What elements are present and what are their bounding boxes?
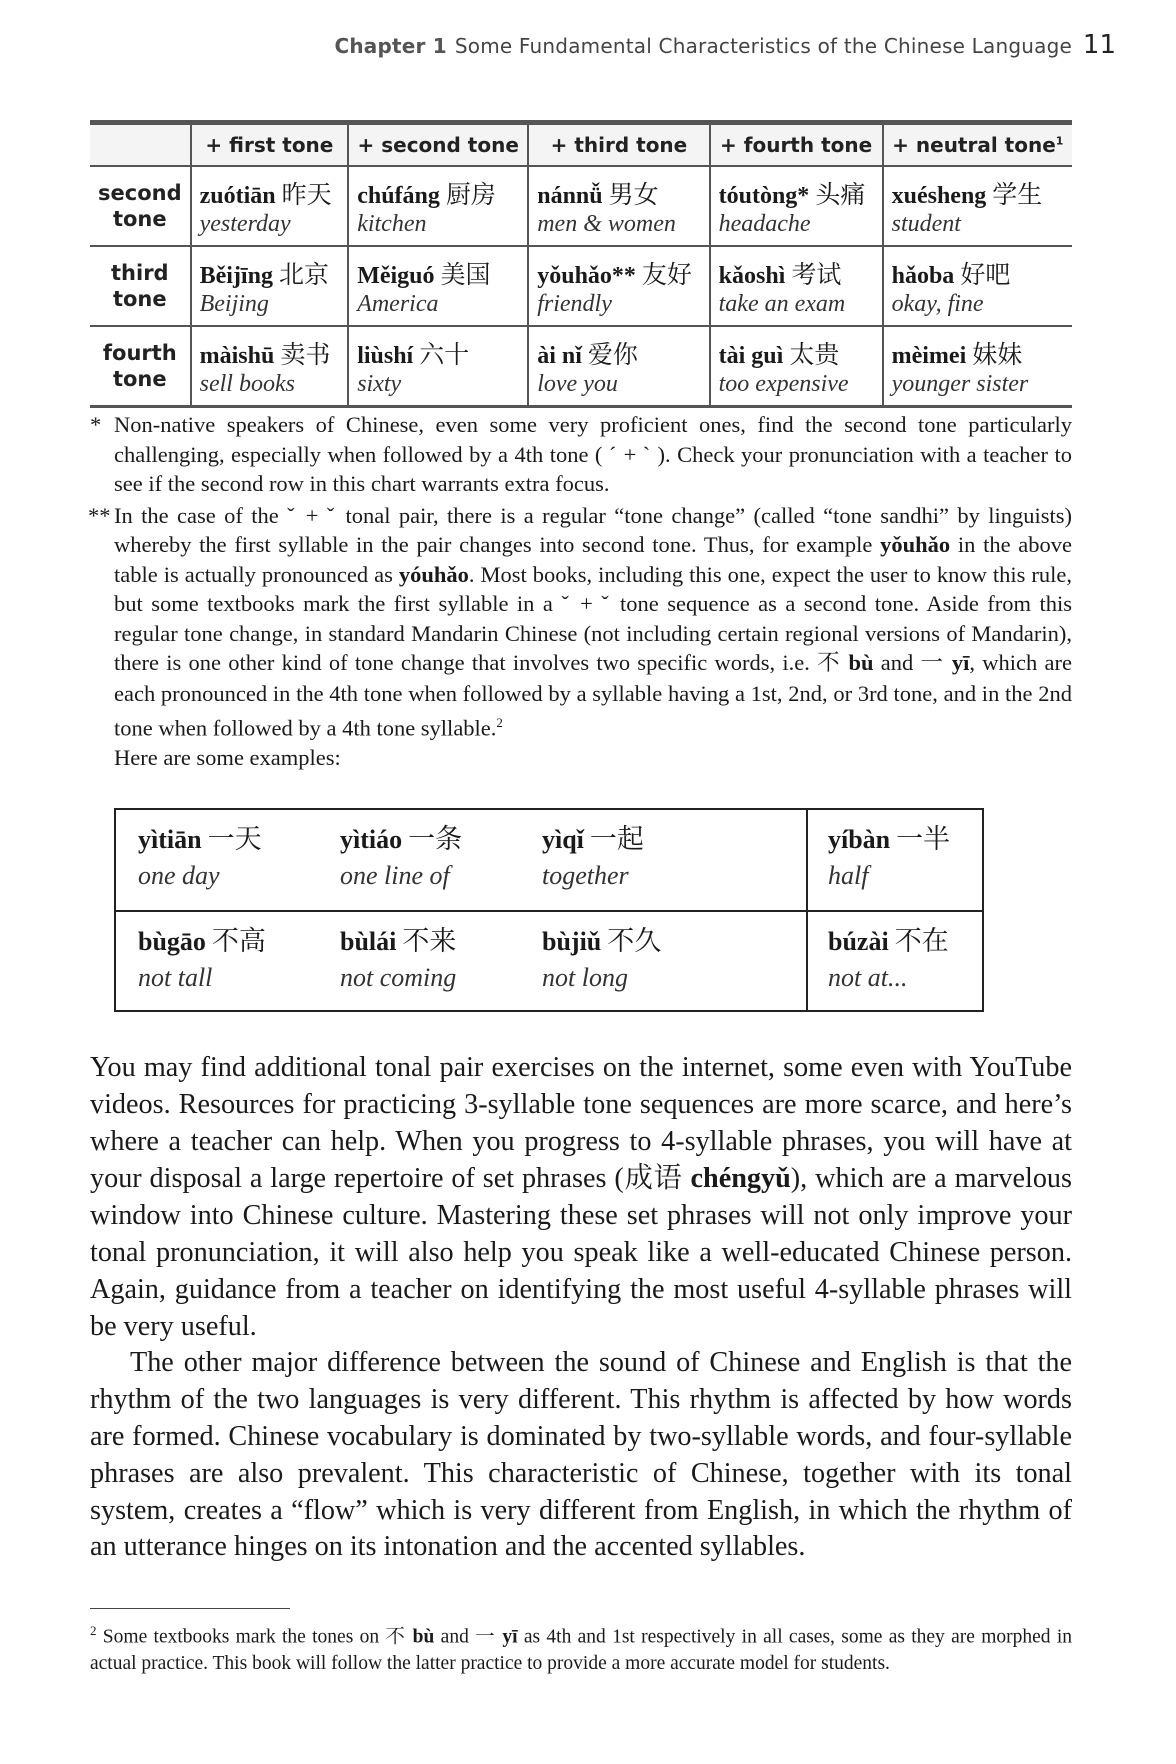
table-row <box>90 326 1072 407</box>
table-cell <box>191 326 349 407</box>
running-header <box>0 30 1176 66</box>
gloss: student <box>891 210 961 237</box>
pinyin: yī <box>502 1626 518 1648</box>
pinyin: yìtiān <box>138 825 202 854</box>
table-cell <box>528 326 709 407</box>
hanzi: 爱你 <box>587 339 638 369</box>
pinyin: bù <box>412 1626 435 1648</box>
table-cell <box>528 246 709 326</box>
row-header-third-tone <box>90 246 191 326</box>
table-cell <box>883 326 1072 407</box>
note-text: , which are each pronounced in the 4th tone when followed by a syllable having a 1st, 2nd, or 3rd tone, and in the 2nd tone when followed by a 4th tone syllable. <box>114 650 1072 741</box>
hanzi: 不 <box>385 1624 407 1648</box>
note-mark: ** <box>88 502 111 528</box>
col-header-third-tone: + third tone <box>528 123 709 167</box>
corner-cell <box>90 123 191 167</box>
row-header-line: fourth <box>102 341 177 365</box>
gloss: sixty <box>357 370 402 397</box>
chapter-title: Some Fundamental Characteristics of the Chinese Language <box>454 34 1072 58</box>
footnote-text: and <box>434 1626 476 1648</box>
paragraph <box>90 1050 1072 1345</box>
hanzi: 好吧 <box>960 259 1011 289</box>
note-pinyin: bù <box>848 650 874 675</box>
col-header-fourth-tone: + fourth tone <box>710 123 883 167</box>
table-cell <box>348 326 528 407</box>
note-text: In the case of the ˇ + ˇ tonal pair, there is a regular “tone change” (called “tone sandhi” by linguists) whereby the first syllable in the pair changes into second tone. Thus, for example <box>114 502 1072 557</box>
gloss: Beijing <box>199 290 269 317</box>
gloss: not tall <box>138 963 213 992</box>
gloss: sell books <box>199 370 295 397</box>
hanzi: 太贵 <box>789 339 840 369</box>
paragraph-text: ), which are a marvelous window into Chinese culture. Mastering these set phrases will not only improve your tonal pronunciation, it will also help you speak like a well-educated Chinese person. Again, guidance from a teacher on identifying the most useful 4-syllable phrases will be very useful. <box>90 1163 1072 1342</box>
gloss: one line of <box>340 861 450 890</box>
example-item <box>828 822 950 894</box>
table-notes <box>90 410 1072 775</box>
note-text: . Most books, including this one, expect the user to know this rule, but some textbooks mark the first syllable in a ˇ + ˇ tone sequence as a second tone. Aside from this regular tone change, in standard Mandarin Chinese (not including certain regional versions of Mandarin), there is one other kind of tone change that involves two specific words, i.e. <box>114 561 1072 675</box>
note-pinyin: yī <box>951 650 970 675</box>
chapter-label: Chapter 1 <box>334 34 447 58</box>
table-cell <box>191 246 349 326</box>
row-header-line: tone <box>112 287 167 311</box>
gloss: not at... <box>828 963 908 992</box>
footnote <box>90 1618 1072 1677</box>
hanzi: 厨房 <box>445 179 496 209</box>
note-single-asterisk <box>90 410 1072 499</box>
row-header-fourth-tone <box>90 326 191 407</box>
pinyin: Měiguó <box>357 262 435 289</box>
pinyin: chéngyǔ <box>690 1163 791 1195</box>
paragraph: The other major difference between the sound of Chinese and English is that the rhythm of the two languages is very different. This rhythm is affected by how words are formed. Chinese vocabulary is dominated by two-syllable words, and four-syllable phrases are also prevalent. This characteristic of Chinese, together with its tonal system, creates a “flow” which is very different from English, in which the rhythm of an utterance hinges on its intonation and the accented syllables. <box>90 1347 1072 1563</box>
table-row <box>90 246 1072 326</box>
table-cell <box>710 166 883 246</box>
pinyin: bùjiǔ <box>542 927 602 956</box>
gloss: together <box>542 861 629 890</box>
gloss: half <box>828 861 869 890</box>
gloss: kitchen <box>357 210 427 237</box>
table-cell <box>528 166 709 246</box>
pinyin: tóutòng* <box>718 182 810 209</box>
note-hanzi: 不 <box>817 650 842 676</box>
example-item <box>138 924 266 996</box>
hanzi: 男女 <box>608 179 659 209</box>
hanzi: 一起 <box>589 824 644 855</box>
hanzi: 昨天 <box>281 179 332 209</box>
gloss: not coming <box>340 963 457 992</box>
footnote-text: as 4th and 1st respectively in all cases, some as they are morphed in actual practice. This book will follow the latter practice to provide a more accurate model for students. <box>90 1626 1073 1674</box>
gloss: younger sister <box>891 370 1029 397</box>
row-header-second-tone <box>90 166 191 246</box>
gloss: one day <box>138 861 220 890</box>
pinyin: ài nǐ <box>537 342 582 369</box>
footnote-text: Some textbooks mark the tones on <box>96 1626 386 1648</box>
gloss: headache <box>718 210 811 237</box>
pinyin: xuésheng <box>891 182 987 209</box>
gloss: take an exam <box>718 290 846 317</box>
pinyin: bùlái <box>340 927 397 956</box>
col-header-neutral-tone <box>883 123 1072 167</box>
hanzi: 卖书 <box>280 339 331 369</box>
pinyin: yíbàn <box>828 825 891 854</box>
example-item <box>138 822 262 894</box>
table-cell <box>883 246 1072 326</box>
table-cell <box>883 166 1072 246</box>
hanzi: 头痛 <box>815 179 866 209</box>
pinyin: mèimei <box>891 342 967 369</box>
hanzi: 成语 <box>623 1161 683 1195</box>
pinyin: búzài <box>828 927 889 956</box>
pinyin: yǒuhǎo** <box>537 262 636 289</box>
hanzi: 不来 <box>402 926 457 957</box>
example-item <box>340 822 462 894</box>
note-pinyin: yǒuhǎo <box>880 532 951 557</box>
pinyin: Běijīng <box>199 262 273 289</box>
pinyin: màishū <box>199 342 275 369</box>
table-row <box>90 166 1072 246</box>
pinyin: nánnǚ <box>537 182 603 209</box>
hanzi: 美国 <box>440 259 491 289</box>
hanzi: 不高 <box>211 926 266 957</box>
hanzi: 考试 <box>791 259 842 289</box>
note-pinyin: yóuhǎo <box>398 561 469 587</box>
footnote-ref-1: 1 <box>1055 134 1064 148</box>
note-mark: * <box>90 412 102 437</box>
footnote-rule <box>90 1608 290 1609</box>
example-item <box>542 924 661 996</box>
footnote-number: 2 <box>90 1623 97 1638</box>
gloss: too expensive <box>718 370 849 397</box>
note-double-asterisk <box>90 501 1072 773</box>
col-header-first-tone: + first tone <box>191 123 349 167</box>
footnote-ref-2: 2 <box>496 715 503 730</box>
pinyin: tài guì <box>718 342 784 369</box>
hanzi: 北京 <box>278 259 329 289</box>
row-header-line: second <box>98 181 182 205</box>
hanzi: 友好 <box>641 259 692 289</box>
tone-pair-table <box>90 120 1072 408</box>
hanzi: 妹妹 <box>972 339 1023 369</box>
row-header-line: third <box>111 261 169 285</box>
example-item <box>542 822 644 894</box>
table-cell <box>348 166 528 246</box>
col-header-second-tone: + second tone <box>348 123 528 167</box>
example-item <box>340 924 456 996</box>
gloss: love you <box>537 370 618 397</box>
example-item <box>828 924 949 996</box>
pinyin: liùshí <box>357 342 414 369</box>
gloss: friendly <box>537 290 612 317</box>
hanzi: 学生 <box>992 179 1043 209</box>
gloss: okay, fine <box>891 290 984 317</box>
chapter-heading <box>334 34 1072 58</box>
table-cell <box>348 246 528 326</box>
pinyin: hǎoba <box>891 262 955 289</box>
gloss: yesterday <box>199 210 291 237</box>
note-hanzi: 一 <box>920 650 945 676</box>
table-cell <box>191 166 349 246</box>
row-header-line: tone <box>112 367 167 391</box>
note-text: Here are some examples: <box>114 745 341 770</box>
pinyin: yìqǐ <box>542 825 584 854</box>
hanzi: 不久 <box>607 926 662 957</box>
pinyin: kǎoshì <box>718 262 786 289</box>
gloss: America <box>357 290 439 317</box>
box-divider-horizontal <box>116 910 982 912</box>
hanzi: 一天 <box>207 824 262 855</box>
hanzi: 一条 <box>408 824 463 855</box>
tone-change-examples-box <box>114 808 984 1012</box>
row-header-line: tone <box>112 207 167 231</box>
pinyin: chúfáng <box>357 182 440 209</box>
pinyin: yìtiáo <box>340 825 403 854</box>
pinyin: zuótiān <box>199 182 276 209</box>
col-header-neutral-label: + neutral tone <box>892 133 1056 157</box>
table-cell <box>710 326 883 407</box>
table-header-row <box>90 123 1072 167</box>
body-text <box>90 1050 1072 1566</box>
hanzi: 六十 <box>419 339 470 369</box>
page-number: 11 <box>1082 30 1116 60</box>
gloss: men & women <box>537 210 676 237</box>
pinyin: bùgāo <box>138 927 206 956</box>
note-text: Non-native speakers of Chinese, even some very proficient ones, find the second tone particularly challenging, especially when followed by a 4th tone ( ˊ + ˋ ). Check your pronunciation with a teacher to see if the second row in this chart warrants extra focus. <box>114 412 1072 496</box>
hanzi: 一 <box>475 1624 497 1648</box>
hanzi: 不在 <box>894 926 949 957</box>
note-text: and <box>873 650 921 675</box>
note-text: in the above table is actually pronounced as <box>114 532 1073 587</box>
hanzi: 一半 <box>896 824 951 855</box>
gloss: not long <box>542 963 628 992</box>
paragraph-text: You may find additional tonal pair exercises on the internet, some even with YouTube videos. Resources for practicing 3-syllable tone sequences are more scarce, and here’s where a teacher can help. When you progress to 4-syllable phrases, you will have at your disposal a large repertoire of set phrases ( <box>90 1052 1072 1195</box>
table-cell <box>710 246 883 326</box>
